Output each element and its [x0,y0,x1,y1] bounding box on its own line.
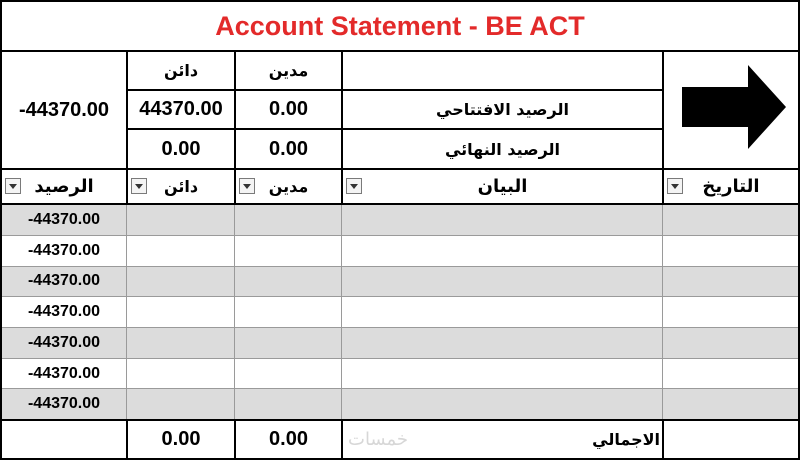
table-row-balance: -44370.00 [27,395,101,412]
balance-value: -44370.00 [18,98,110,121]
opening-balance-label: الرصيد الافتتاحي [436,100,569,119]
total-credit: 0.00 [161,428,201,450]
table-row-balance: -44370.00 [27,364,101,382]
debit-header: مدين [268,61,309,80]
closing-credit: 0.00 [161,137,201,160]
total-label: الاجمالي [592,430,660,449]
col-divider [126,205,127,419]
credit-header: دائن [163,61,199,80]
frame-line [341,419,343,460]
col-divider [341,205,342,419]
header-credit: دائن [163,177,199,196]
header-debit: مدين [268,177,309,196]
opening-credit: 44370.00 [139,98,223,120]
table-row-balance: -44370.00 [27,242,101,259]
filter-dropdown-icon[interactable] [239,178,255,194]
header-description: البيان [477,176,528,197]
watermark: خمسات [348,429,409,450]
header-date: التاريخ [702,176,760,197]
closing-balance-label: الرصيد النهائي [444,139,561,159]
col-divider [234,205,235,419]
filter-dropdown-icon[interactable] [667,178,683,194]
table-row-balance: -44370.00 [27,334,101,351]
filter-dropdown-icon[interactable] [131,178,147,194]
filter-dropdown-icon[interactable] [346,178,362,194]
frame-line [662,51,664,169]
page-title: Account Statement - BE ACT [215,10,585,41]
filter-dropdown-icon[interactable] [5,178,21,194]
header-balance: الرصيد [34,176,94,197]
table-row-balance: -44370.00 [27,303,101,320]
table-row-balance: -44370.00 [27,272,101,289]
table-row-balance: -44370.00 [27,211,101,228]
frame-line [662,419,664,460]
opening-debit: 0.00 [269,98,308,120]
total-debit: 0.00 [269,428,308,450]
col-divider [662,205,663,419]
arrow-right-icon[interactable] [682,65,788,149]
closing-debit: 0.00 [269,137,308,160]
